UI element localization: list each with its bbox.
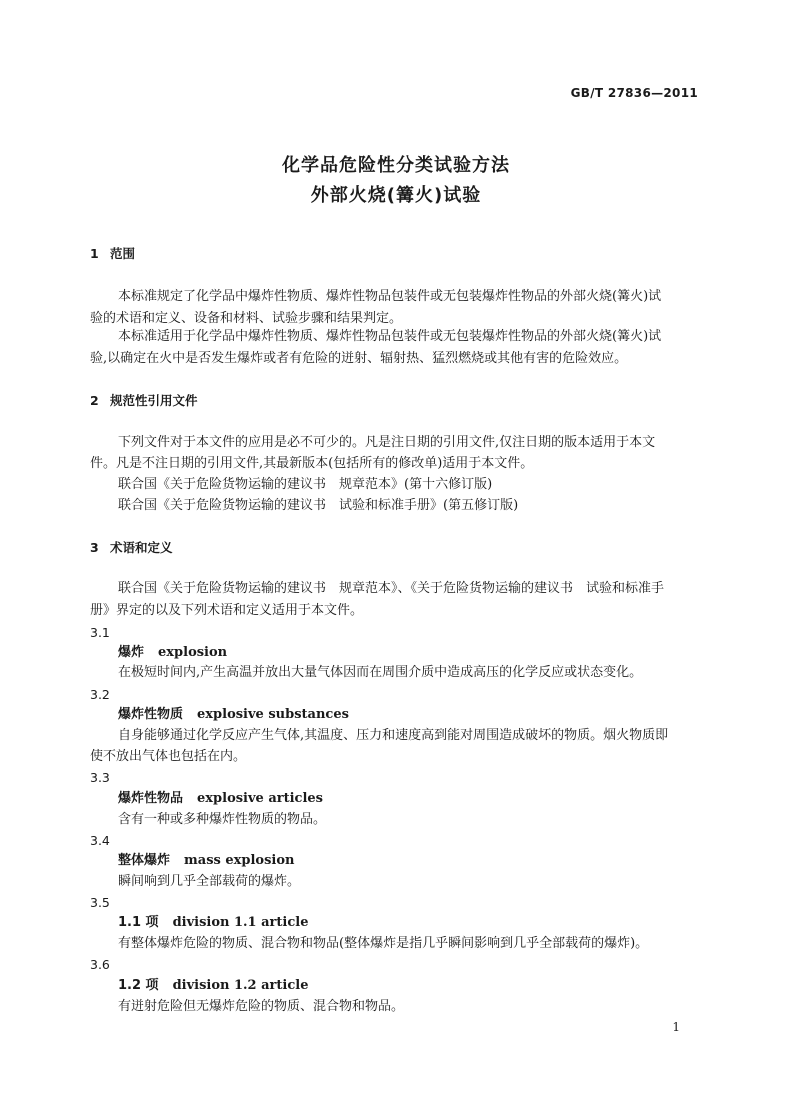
term-english: explosive substances (197, 707, 349, 722)
term-definition: 使不放出气体也包括在内。 (90, 749, 247, 764)
term-title (118, 850, 294, 872)
term-english: division 1.1 article (172, 915, 309, 930)
term-number: 3.6 (90, 957, 110, 972)
section-2-heading (90, 390, 198, 412)
term-number: 3.1 (90, 625, 110, 640)
paragraph-line: 件。凡是不注日期的引用文件,其最新版本(包括所有的修改单)适用于本文件。 (90, 456, 534, 471)
paragraph-line: 册》界定的以及下列术语和定义适用于本文件。 (90, 603, 364, 618)
section-title: 规范性引用文件 (110, 393, 198, 408)
term-definition: 自身能够通过化学反应产生气体,其温度、压力和速度高到能对周围造成破坏的物质。烟火物质即 (118, 728, 669, 743)
term-title (118, 912, 308, 934)
paragraph-line: 本标准适用于化学品中爆炸性物质、爆炸性物品包装件或无包装爆炸性物品的外部火烧(篝火)试 (118, 329, 662, 344)
term-number: 3.5 (90, 895, 110, 910)
term-english: mass explosion (184, 853, 295, 868)
normative-reference: 联合国《关于危险货物运输的建议书 规章范本》(第十六修订版) (118, 477, 493, 492)
term-english: explosive articles (197, 791, 324, 806)
term-definition: 瞬间响到几乎全部载荷的爆炸。 (118, 874, 301, 889)
term-number: 3.2 (90, 687, 110, 702)
document-title-line1: 化学品危险性分类试验方法 (282, 155, 510, 176)
term-english: division 1.2 article (172, 978, 309, 993)
term-chinese: 整体爆炸 (118, 853, 171, 868)
paragraph-line: 验,以确定在火中是否发生爆炸或者有危险的迸射、辐射热、猛烈燃烧或其他有害的危险效应。 (90, 351, 628, 366)
term-definition: 含有一种或多种爆炸性物质的物品。 (118, 812, 327, 827)
term-title (118, 704, 349, 726)
term-chinese: 爆炸性物质 (118, 707, 184, 722)
paragraph-line: 验的术语和定义、设备和材料、试验步骤和结果判定。 (90, 311, 403, 326)
term-number: 3.3 (90, 770, 110, 785)
term-definition: 在极短时间内,产生高温并放出大量气体因而在周围介质中造成高压的化学反应或状态变化。 (118, 665, 643, 680)
standard-code: GB/T 27836—2011 (570, 86, 698, 100)
term-definition: 有整体爆炸危险的物质、混合物和物品(整体爆炸是指几乎瞬间影响到几乎全部载荷的爆炸)。 (118, 936, 649, 951)
section-3-heading (90, 537, 173, 559)
term-chinese: 1.2 项 (118, 978, 159, 993)
paragraph-line: 下列文件对于本文件的应用是必不可少的。凡是注日期的引用文件,仅注日期的版本适用于本文 (118, 435, 656, 450)
section-title: 范围 (110, 246, 136, 261)
paragraph-line: 本标准规定了化学品中爆炸性物质、爆炸性物品包装件或无包装爆炸性物品的外部火烧(篝火)试 (118, 289, 662, 304)
section-number: 3 (90, 540, 99, 555)
section-number: 2 (90, 393, 99, 408)
term-definition: 有迸射危险但无爆炸危险的物质、混合物和物品。 (118, 999, 405, 1014)
paragraph-line: 联合国《关于危险货物运输的建议书 规章范本》、《关于危险货物运输的建议书 试验和标准手 (118, 581, 665, 596)
normative-reference: 联合国《关于危险货物运输的建议书 试验和标准手册》(第五修订版) (118, 498, 519, 513)
term-chinese: 1.1 项 (118, 915, 159, 930)
term-chinese: 爆炸性物品 (118, 791, 184, 806)
section-title: 术语和定义 (110, 540, 173, 555)
term-chinese: 爆炸 (118, 645, 145, 660)
term-title (118, 788, 323, 810)
term-title (118, 975, 308, 997)
term-english: explosion (158, 645, 228, 660)
document-title-line2: 外部火烧(篝火)试验 (310, 185, 482, 206)
term-number: 3.4 (90, 833, 110, 848)
page-number: 1 (672, 1020, 680, 1034)
section-number: 1 (90, 246, 99, 261)
term-title (118, 642, 227, 664)
section-1-heading (90, 243, 135, 265)
